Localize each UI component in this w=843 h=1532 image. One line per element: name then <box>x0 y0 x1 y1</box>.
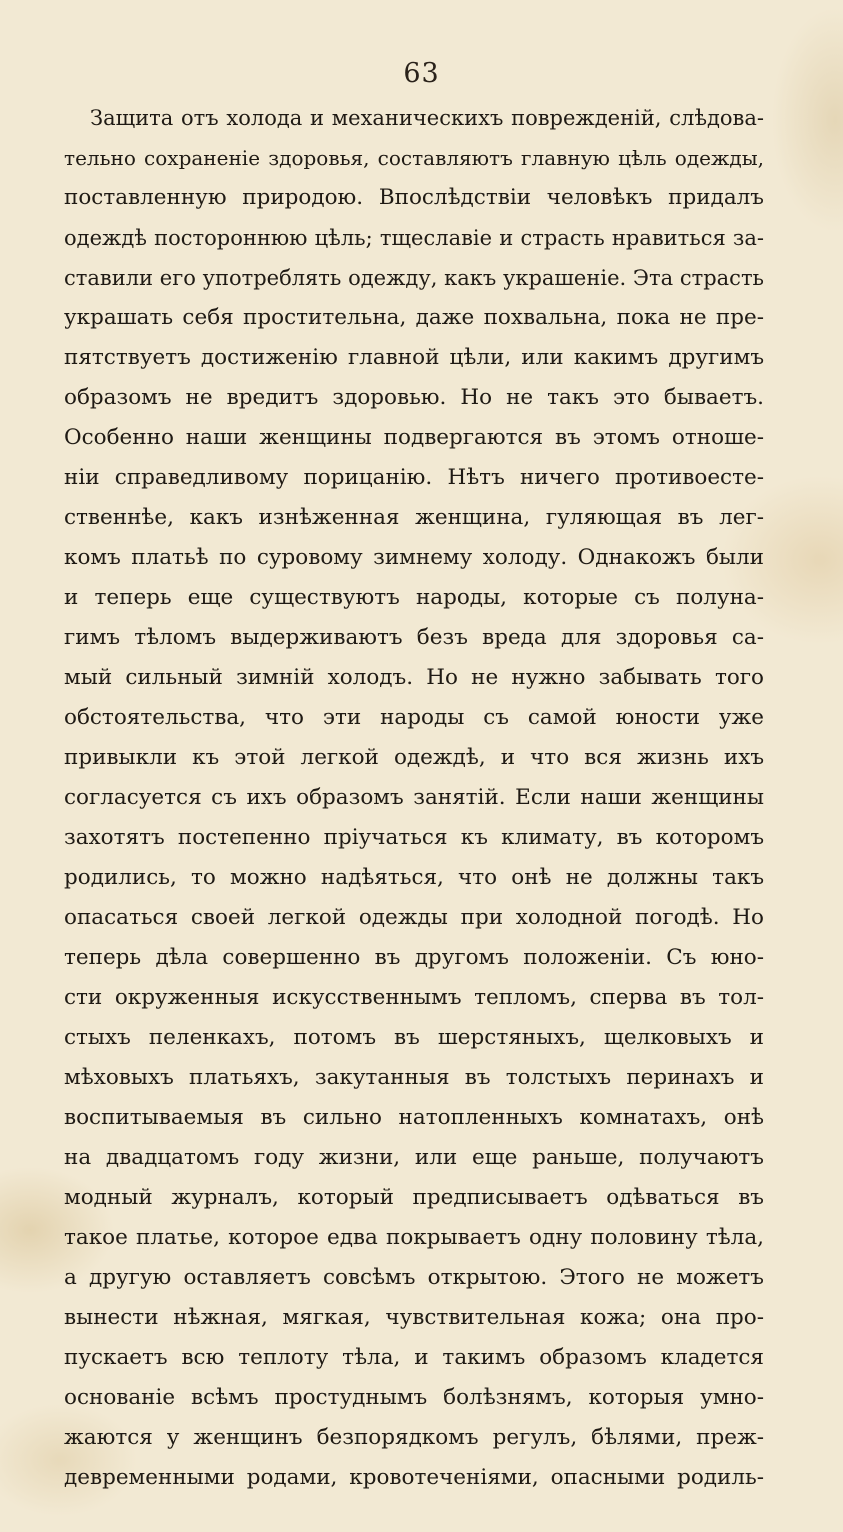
text-line: Защита отъ холода и механическихъ поврежденій, слѣдова- <box>90 106 764 130</box>
text-line: тельно сохраненіе здоровья, составляютъ главную цѣль одежды, <box>64 146 764 170</box>
text-line: Особенно наши женщины подвергаются въ этомъ отноше- <box>64 425 764 450</box>
text-line: ставили его употреблять одежду, какъ украшеніе. Эта страсть <box>64 266 764 290</box>
text-line: пускаетъ всю теплоту тѣла, и такимъ образомъ кладется <box>64 1345 764 1370</box>
text-line: и теперь еще существуютъ народы, которые съ полуна- <box>64 585 764 610</box>
text-line: мый сильный зимній холодъ. Но не нужно забывать того <box>64 665 764 690</box>
text-line: гимъ тѣломъ выдерживаютъ безъ вреда для здоровья са- <box>64 625 764 650</box>
text-line: привыкли къ этой легкой одеждѣ, и что вся жизнь ихъ <box>64 745 764 770</box>
text-line: стыхъ пеленкахъ, потомъ въ шерстяныхъ, щелковыхъ и <box>64 1025 764 1050</box>
text-line: основаніе всѣмъ простуднымъ болѣзнямъ, которыя умно- <box>64 1385 764 1410</box>
text-line: ственнѣе, какъ изнѣженная женщина, гуляющая въ лег- <box>64 505 764 530</box>
text-line: комъ платьѣ по суровому зимнему холоду. Однакожъ были <box>64 545 764 570</box>
text-line: образомъ не вредитъ здоровью. Но не такъ это бываетъ. <box>64 385 764 410</box>
text-line: теперь дѣла совершенно въ другомъ положеніи. Съ юно- <box>64 945 764 970</box>
text-line: девременными родами, кровотеченіями, опасными родиль- <box>64 1465 764 1490</box>
text-line: опасаться своей легкой одежды при холодной погодѣ. Но <box>64 905 764 930</box>
text-line: обстоятельства, что эти народы съ самой юности уже <box>64 705 764 730</box>
text-line: ніи справедливому порицанію. Нѣтъ ничего противоесте- <box>64 465 764 490</box>
text-line: родились, то можно надѣяться, что онѣ не должны такъ <box>64 865 764 890</box>
text-line: сти окруженныя искусственнымъ тепломъ, сперва въ тол- <box>64 985 764 1010</box>
text-line: вынести нѣжная, мягкая, чувствительная кожа; она про- <box>64 1305 764 1330</box>
text-line: украшать себя простительна, даже похвальна, пока не пре- <box>64 305 764 330</box>
text-line: на двадцатомъ году жизни, или еще раньше, получаютъ <box>64 1145 764 1170</box>
text-line: модный журналъ, который предписываетъ одѣваться въ <box>64 1185 764 1210</box>
text-line: одеждѣ постороннюю цѣль; тщеславіе и страсть нравиться за- <box>64 226 764 250</box>
text-line: поставленную природою. Впослѣдствіи человѣкъ придалъ <box>64 185 764 210</box>
text-line: согласуется съ ихъ образомъ занятій. Если наши женщины <box>64 785 764 810</box>
text-line: мѣховыхъ платьяхъ, закутанныя въ толстыхъ перинахъ и <box>64 1065 764 1090</box>
text-line: пятствуетъ достиженію главной цѣли, или какимъ другимъ <box>64 345 764 370</box>
text-line: воспитываемыя въ сильно натопленныхъ комнатахъ, онѣ <box>64 1105 764 1130</box>
page-number: 63 <box>403 58 440 89</box>
body-text <box>64 98 764 1498</box>
text-line: а другую оставляетъ совсѣмъ открытою. Этого не можетъ <box>64 1265 764 1290</box>
text-line: захотятъ постепенно пріучаться къ климату, въ которомъ <box>64 825 764 850</box>
text-line: жаются у женщинъ безпорядкомъ регулъ, бѣлями, преж- <box>64 1425 764 1450</box>
text-line: такое платье, которое едва покрываетъ одну половину тѣла, <box>64 1225 764 1250</box>
